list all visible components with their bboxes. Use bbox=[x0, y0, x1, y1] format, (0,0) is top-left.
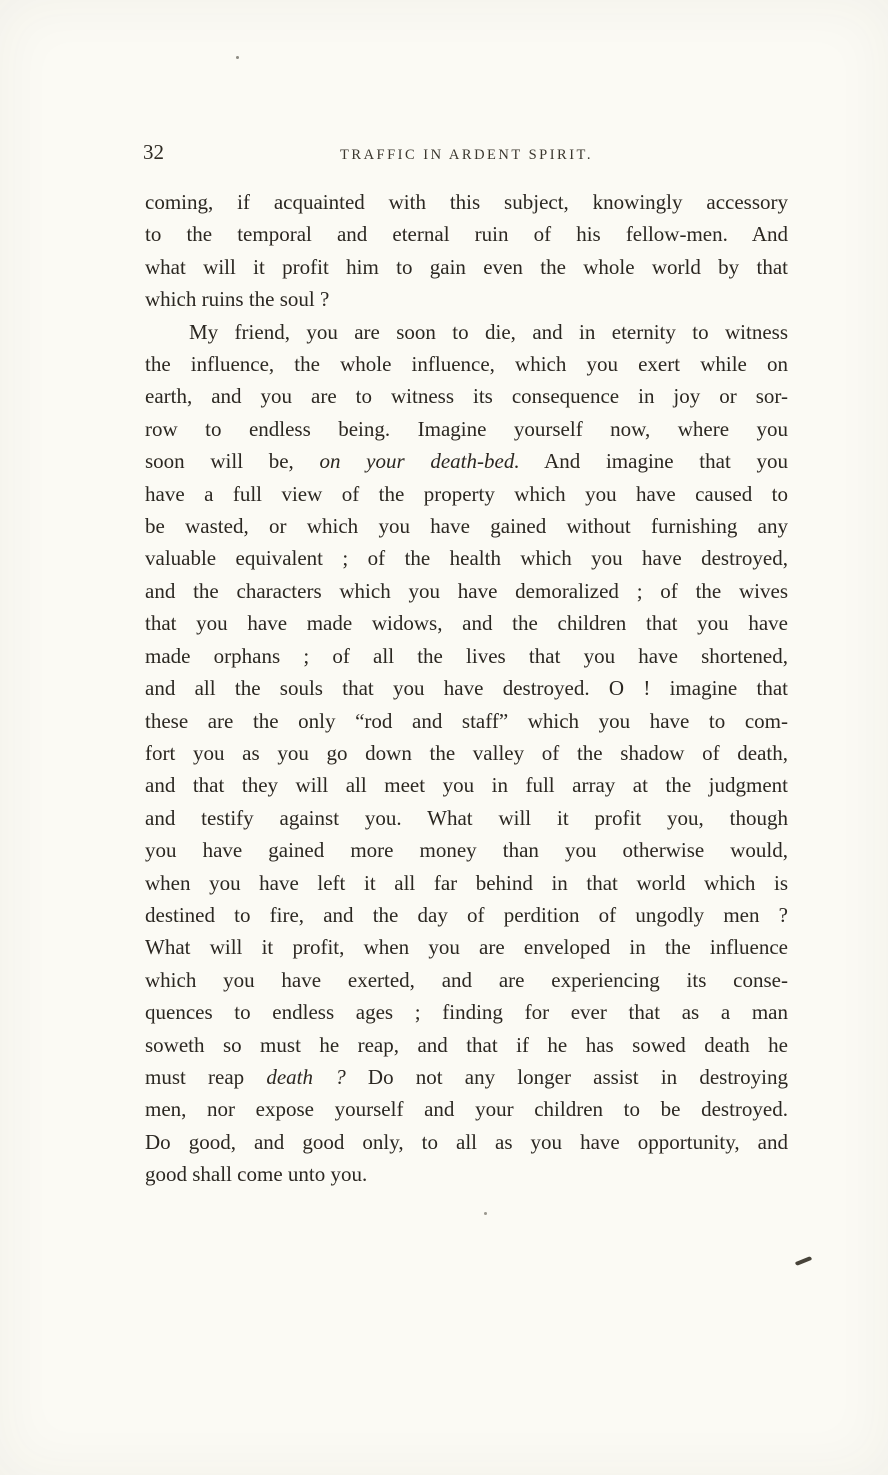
text-line bbox=[145, 1126, 788, 1158]
text-line bbox=[145, 899, 788, 931]
text-line bbox=[145, 737, 788, 769]
text-segment: to the temporal and eternal ruin of his fellow-men. And bbox=[145, 222, 788, 247]
text-segment: and that they will all meet you in full array at the judgment bbox=[145, 773, 788, 798]
text-segment: coming, if acquainted with this subject, knowingly accessory bbox=[145, 190, 788, 214]
paragraph bbox=[145, 316, 788, 1191]
text-segment: that you have made widows, and the children that you have bbox=[145, 611, 788, 636]
text-segment: which you have exerted, and are experiencing its conse- bbox=[145, 967, 788, 992]
text-line bbox=[145, 283, 788, 315]
text-line bbox=[145, 218, 788, 250]
text-segment: What will it profit, when you are enveloped in the influence bbox=[145, 935, 788, 960]
text-line bbox=[145, 348, 788, 380]
text-block bbox=[145, 186, 788, 1191]
text-line bbox=[145, 964, 788, 996]
text-segment: My friend, you are soon to die, and in eternity to witness bbox=[189, 319, 788, 344]
text-segment: destined to fire, and the day of perdition of ungodly men ? bbox=[145, 902, 788, 927]
text-segment: fort you as you go down the valley of the shadow of death, bbox=[145, 740, 788, 765]
text-segment: and all the souls that you have destroyed. O ! imagine that bbox=[145, 676, 788, 701]
text-segment: these are the only “rod and staff” which you have to com- bbox=[145, 708, 788, 733]
text-segment: And imagine that you bbox=[519, 449, 788, 474]
text-segment: which ruins the soul ? bbox=[145, 287, 330, 312]
text-segment: soon will be, bbox=[145, 449, 320, 474]
text-segment: quences to endless ages ; finding for ever that as a man bbox=[145, 1000, 788, 1025]
text-line bbox=[145, 769, 788, 801]
italic-text-segment: on your death-bed. bbox=[319, 449, 520, 474]
text-segment: what will it profit him to gain even the whole world by that bbox=[145, 254, 788, 279]
text-segment: Do good, and good only, to all as you have opportunity, and bbox=[145, 1129, 788, 1154]
paragraph bbox=[145, 186, 788, 316]
text-line bbox=[145, 607, 788, 639]
text-line bbox=[145, 1093, 788, 1125]
text-segment: and the characters which you have demoralized ; of the wives bbox=[145, 578, 788, 603]
text-segment: have a full view of the property which you have caused to bbox=[145, 481, 788, 506]
scan-artifact-speck bbox=[236, 56, 239, 59]
scan-artifact-pen-mark bbox=[795, 1256, 812, 1266]
text-segment: and testify against you. What will it profit you, though bbox=[145, 805, 788, 830]
text-line bbox=[145, 640, 788, 672]
scan-artifact-speck bbox=[484, 1212, 487, 1215]
running-head: TRAFFIC IN ARDENT SPIRIT. bbox=[340, 147, 593, 163]
text-line bbox=[145, 478, 788, 510]
text-line bbox=[145, 931, 788, 963]
italic-text-segment: death ? bbox=[266, 1064, 346, 1089]
text-line bbox=[145, 510, 788, 542]
text-line bbox=[145, 186, 788, 218]
text-segment: row to endless being. Imagine yourself now, where you bbox=[145, 416, 788, 441]
text-segment: made orphans ; of all the lives that you have shortened, bbox=[145, 643, 788, 668]
text-line bbox=[145, 413, 788, 445]
text-line bbox=[145, 316, 788, 348]
text-line bbox=[145, 1029, 788, 1061]
text-line bbox=[145, 996, 788, 1028]
text-segment: good shall come unto you. bbox=[145, 1162, 368, 1187]
text-segment: Do not any longer assist in destroying bbox=[345, 1064, 789, 1089]
text-line bbox=[145, 251, 788, 283]
text-segment: the influence, the whole influence, which you exert while on bbox=[145, 352, 788, 377]
text-segment: men, nor expose yourself and your children to be destroyed. bbox=[145, 1097, 788, 1122]
text-segment: earth, and you are to witness its consequence in joy or sor- bbox=[145, 384, 788, 409]
text-line bbox=[145, 1061, 788, 1093]
text-line bbox=[145, 867, 788, 899]
text-segment: soweth so must he reap, and that if he has sowed death he bbox=[145, 1032, 788, 1057]
text-segment: valuable equivalent ; of the health which you have destroyed, bbox=[145, 546, 788, 571]
text-line bbox=[145, 575, 788, 607]
text-segment: must reap bbox=[145, 1064, 267, 1089]
text-segment: be wasted, or which you have gained without furnishing any bbox=[145, 514, 788, 539]
text-line bbox=[145, 542, 788, 574]
text-line bbox=[145, 834, 788, 866]
text-line bbox=[145, 672, 788, 704]
text-line bbox=[145, 380, 788, 412]
text-segment: you have gained more money than you otherwise would, bbox=[145, 838, 788, 863]
text-line bbox=[145, 1158, 788, 1190]
page-number: 32 bbox=[143, 140, 164, 164]
text-segment: when you have left it all far behind in that world which is bbox=[145, 870, 788, 895]
text-line bbox=[145, 802, 788, 834]
text-line bbox=[145, 705, 788, 737]
text-line bbox=[145, 445, 788, 477]
